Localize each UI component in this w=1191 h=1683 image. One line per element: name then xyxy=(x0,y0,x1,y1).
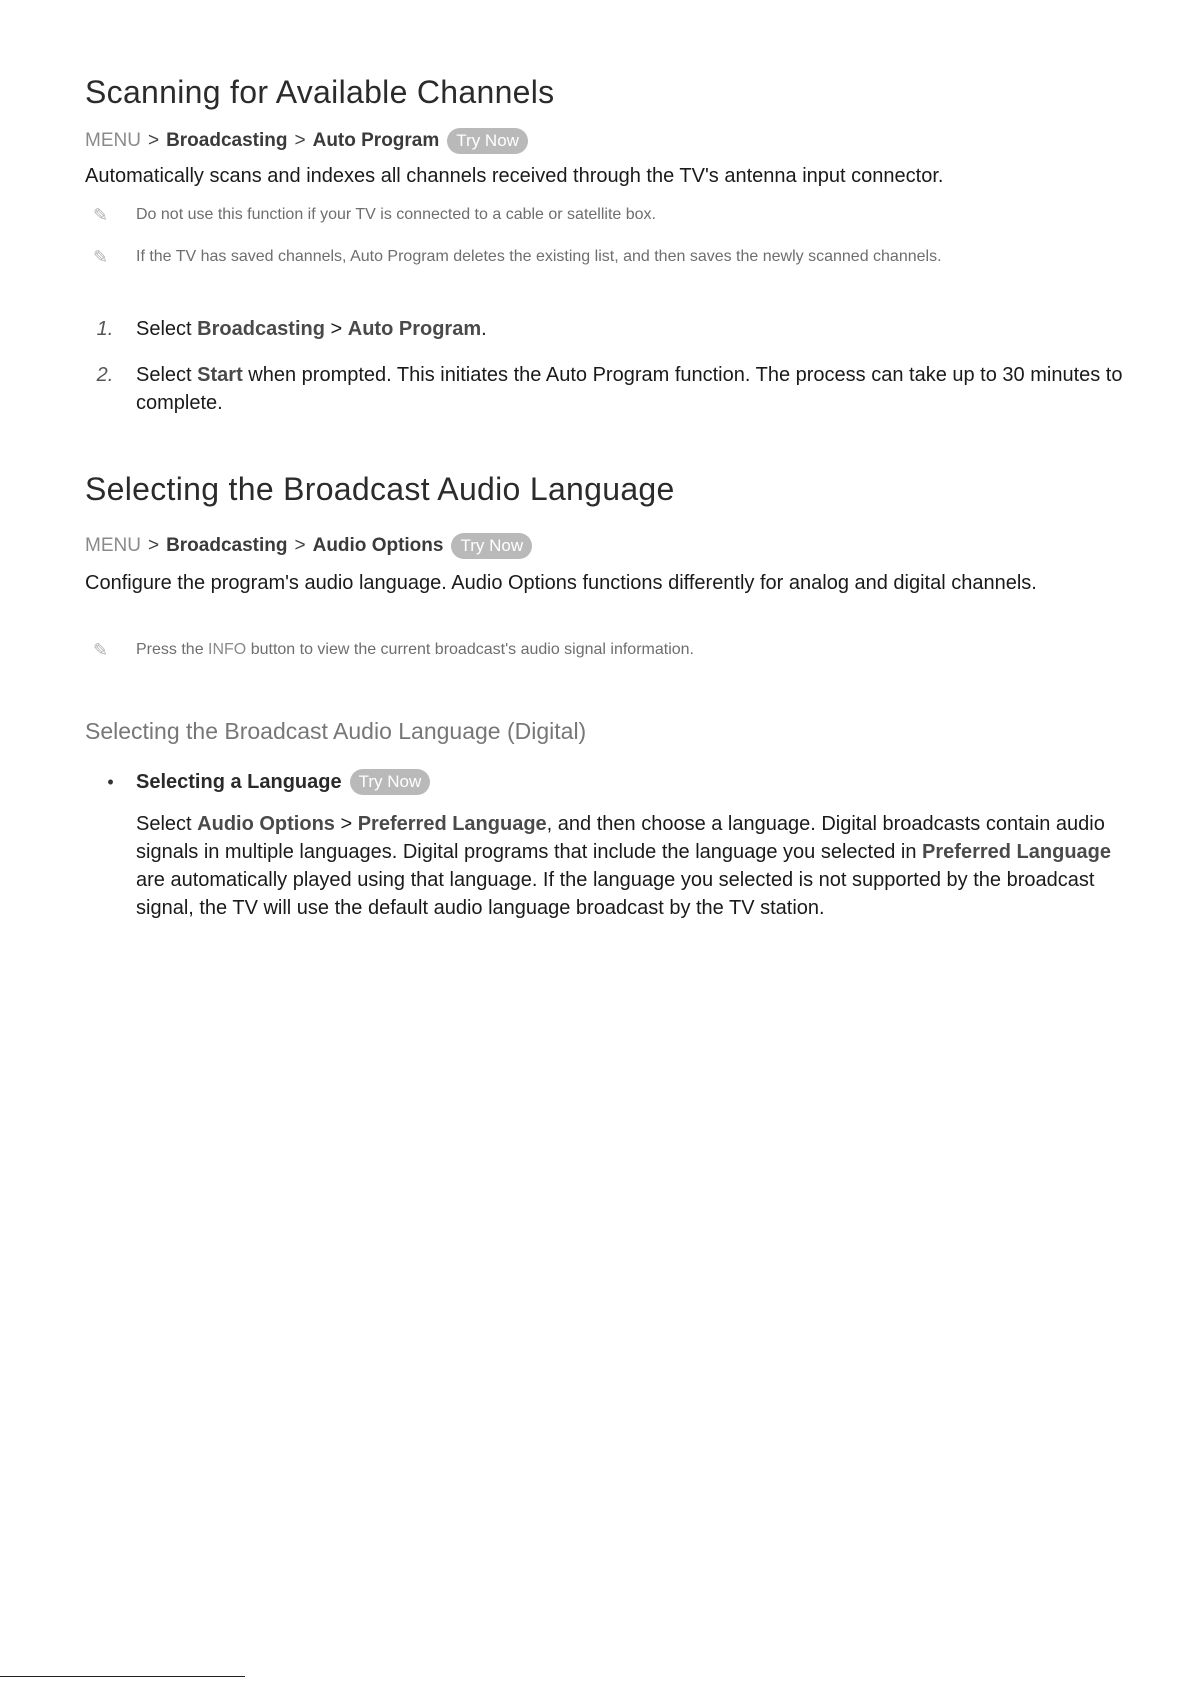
section-title-audio-language: Selecting the Broadcast Audio Language xyxy=(85,471,675,507)
step-item xyxy=(85,315,1135,343)
subsection-title-digital: Selecting the Broadcast Audio Language (Digital) xyxy=(85,718,587,744)
menu-path-root: MENU xyxy=(85,535,141,556)
menu-path-broadcasting: Broadcasting xyxy=(166,130,288,151)
menu-path-separator: > xyxy=(294,535,306,556)
menu-path-auto-program: Auto Program xyxy=(312,130,440,151)
note-text: Press the INFO button to view the current broadcast's audio signal information. xyxy=(136,641,694,658)
section-description: Configure the program's audio language. Audio Options functions differently for analog and digital channels. xyxy=(85,572,1037,594)
note xyxy=(85,638,1085,662)
keyword-auto-program: Auto Program xyxy=(347,318,482,340)
menu-path-auto-program xyxy=(85,128,528,154)
section-description: Automatically scans and indexes all channels received through the TV's antenna input connector. xyxy=(85,165,944,187)
note-text: If the TV has saved channels, Auto Program deletes the existing list, and then saves the newly scanned channels. xyxy=(136,248,942,265)
keyword-broadcasting: Broadcasting xyxy=(197,318,325,340)
menu-path-separator: > xyxy=(147,130,160,151)
step-text: Select Start when prompted. This initiates the Auto Program function. The process can take up to 30 minutes to complete. xyxy=(136,364,1123,414)
pencil-icon: ✎ xyxy=(93,205,109,225)
step-text: Select Broadcasting > Auto Program. xyxy=(136,318,487,340)
try-now-button[interactable]: Try Now xyxy=(451,533,532,559)
try-now-button[interactable]: Try Now xyxy=(447,128,528,154)
menu-path-root: MENU xyxy=(85,130,141,151)
note xyxy=(85,203,1085,227)
menu-path-separator: > xyxy=(294,130,306,151)
bullet-title: Selecting a Language xyxy=(136,771,342,793)
keyword-start: Start xyxy=(197,364,243,386)
try-now-button[interactable]: Try Now xyxy=(350,769,431,795)
step-number: 1. xyxy=(96,318,114,340)
menu-path-broadcasting: Broadcasting xyxy=(166,535,288,556)
footer-divider xyxy=(0,1676,245,1677)
bullet-dot-icon: • xyxy=(107,772,114,792)
keyword-preferred-language: Preferred Language xyxy=(922,841,1111,863)
pencil-icon: ✎ xyxy=(93,247,109,267)
menu-path-audio-options xyxy=(85,533,532,559)
keyword-info: INFO xyxy=(208,641,247,658)
pencil-icon: ✎ xyxy=(93,640,109,660)
menu-path-separator: > xyxy=(147,535,160,556)
section-title-scanning: Scanning for Available Channels xyxy=(85,74,555,110)
menu-path-audio-options: Audio Options xyxy=(312,535,444,556)
keyword-preferred-language: Preferred Language xyxy=(357,813,547,835)
bullet-item xyxy=(85,768,1135,796)
keyword-audio-options: Audio Options xyxy=(197,813,335,835)
note xyxy=(85,245,1085,269)
step-item xyxy=(85,361,1135,417)
subsection-body: Select Audio Options > Preferred Language, and then choose a language. Digital broadcasts contain audio signals in multiple languages. Digital programs that include the language you selected in Preferred Language are automatically played using that language. If the language you selected is not supported by the broadcast signal, the TV will use the default audio language broadcast by the TV station. xyxy=(136,813,1111,919)
note-text: Do not use this function if your TV is connected to a cable or satellite box. xyxy=(136,206,656,223)
step-number: 2. xyxy=(96,364,114,386)
